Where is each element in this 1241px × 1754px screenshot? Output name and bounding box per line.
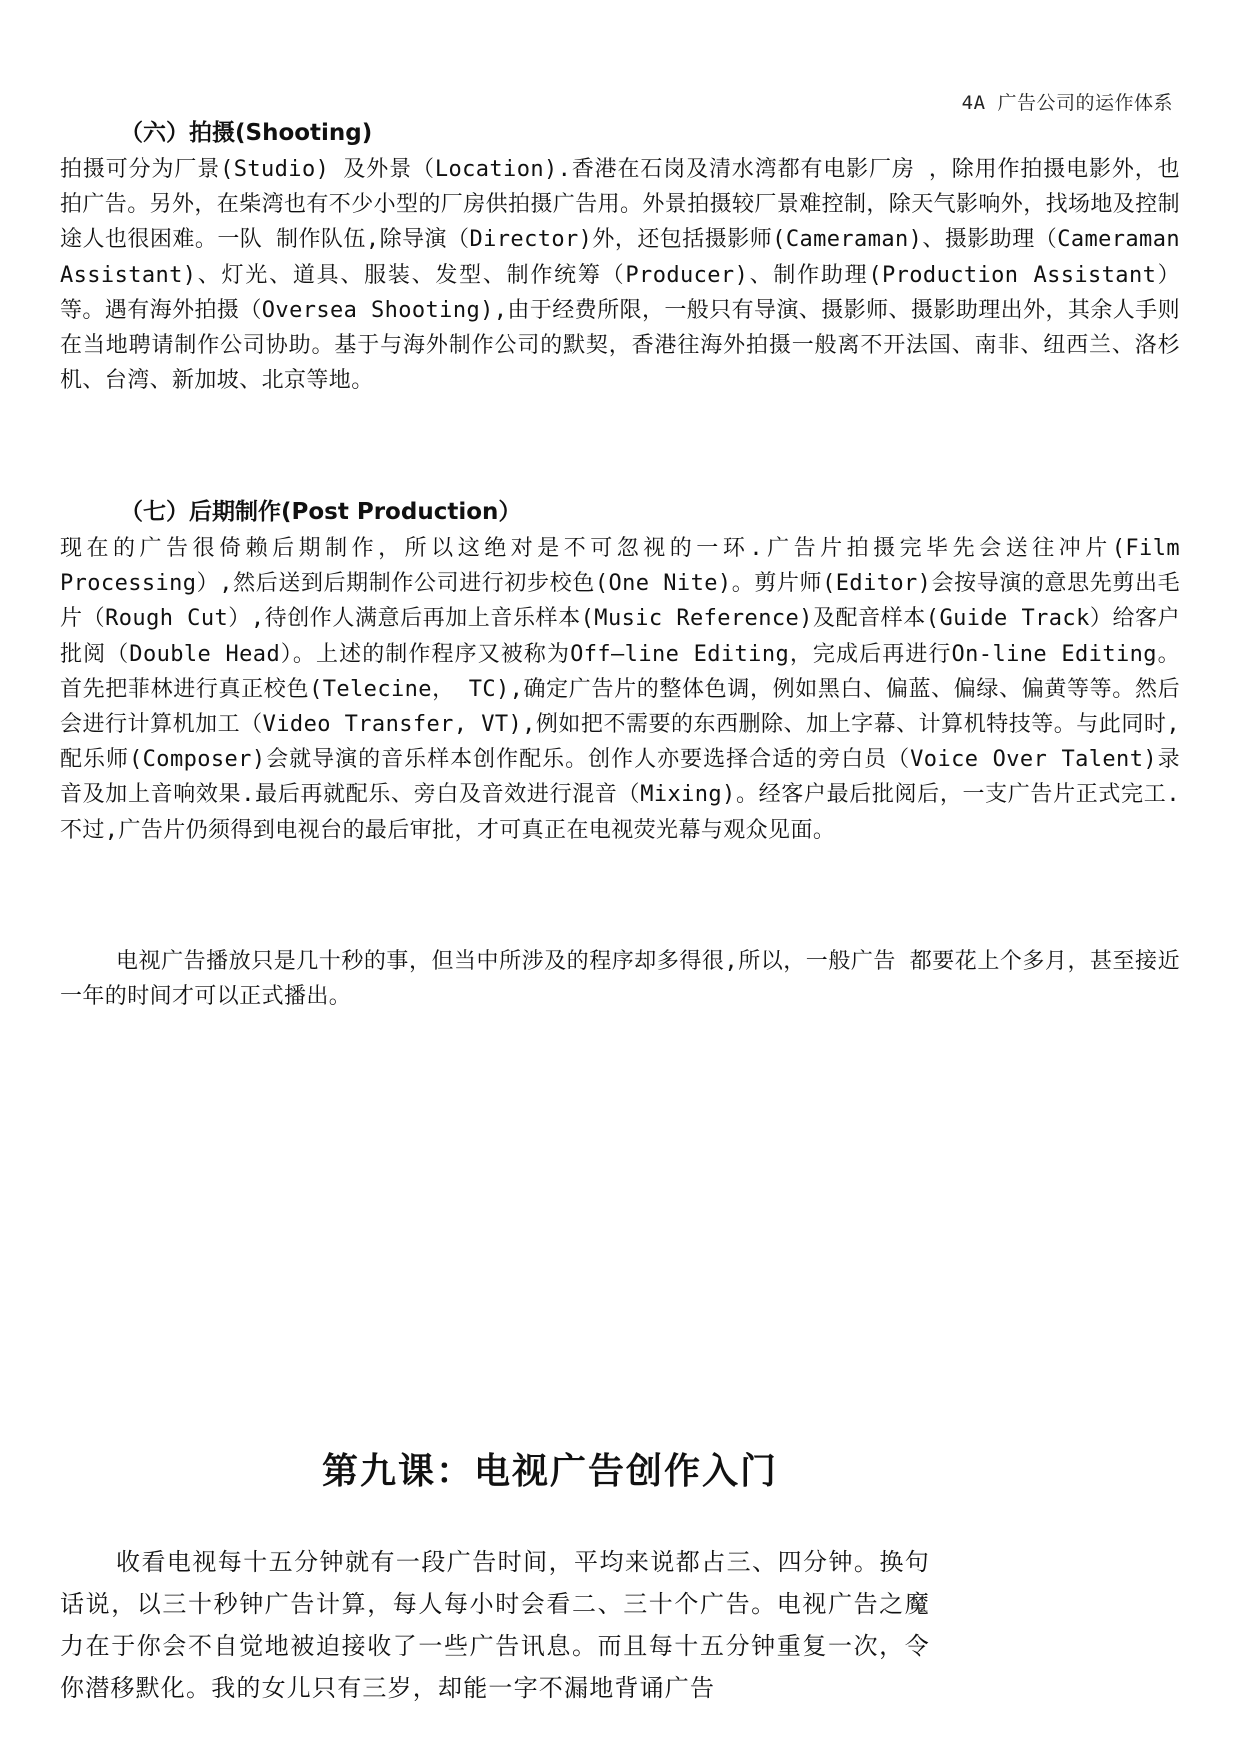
section-shooting [60, 116, 1180, 398]
lesson-title: 第九课：电视广告创作入门 [321, 1450, 778, 1492]
section-post-production [60, 495, 1180, 848]
lesson-intro-body: 收看电视每十五分钟就有一段广告时间，平均来说都占三、四分钟。换句话说，以三十秒钟广告计算，每人每小时会看二、三十个广告。电视广告之魔力在于你会不自觉地被迫接收了一些广告讯息。而且每十五分钟重复一次，令你潜移默化。我的女儿只有三岁，却能一字不漏地背诵广告 [60, 1548, 930, 1702]
section-heading-shooting: （六）拍摄(Shooting) [120, 120, 373, 146]
section-heading-post-production: （七）后期制作(Post Production） [120, 499, 522, 525]
running-header: 4A 广告公司的运作体系 [961, 92, 1173, 114]
closing-paragraph [60, 944, 1180, 1014]
section-body-shooting: 拍摄可分为厂景(Studio) 及外景（Location).香港在石岗及清水湾都有电影厂房 ，除用作拍摄电影外，也拍广告。另外，在柴湾也有不少小型的厂房供拍摄广告用。外景拍摄较厂景难控制，除天气影响外，找场地及控制途人也很困难。一队 制作队伍,除导演（Director)外，还包括摄影师(Cameraman)、摄影助理（Cameraman Assistant)、灯光、道具、服装、发型、制作统筹（Producer)、制作助理(Production Assistant）等。遇有海外拍摄（Oversea Shooting),由于经费所限，一般只有导演、摄影师、摄影助理出外，其余人手则在当地聘请制作公司协助。基于与海外制作公司的默契，香港往海外拍摄一般离不开法国、南非、纽西兰、洛杉机、台湾、新加坡、北京等地。 [60, 157, 1181, 394]
lesson-intro [60, 1541, 930, 1709]
section-body-post-production: 现在的广告很倚赖后期制作，所以这绝对是不可忽视的一环.广告片拍摄完毕先会送往冲片(Film Processing）,然后送到后期制作公司进行初步校色(One Nite)。剪片师(Editor)会按导演的意思先剪出毛片（Rough Cut）,待创作人满意后再加上音乐样本(Music Reference)及配音样本(Guide Track）给客户批阅（Double Head）。上述的制作程序又被称为Off—line Editing，完成后再进行On-line Editing。首先把菲林进行真正校色(Telecine， TC),确定广告片的整体色调，例如黑白、偏蓝、偏绿、偏黄等等。然后会进行计算机加工（Video Transfer, VT),例如把不需要的东西删除、加上字幕、计算机特技等。与此同时,配乐师(Composer)会就导演的音乐样本创作配乐。创作人亦要选择合适的旁白员（Voice Over Talent)录音及加上音响效果.最后再就配乐、旁白及音效进行混音（Mixing)。经客户最后批阅后，一支广告片正式完工.不过,广告片仍须得到电视台的最后审批，才可真正在电视荧光幕与观众见面。 [60, 536, 1180, 843]
closing-body: 电视广告播放只是几十秒的事，但当中所涉及的程序却多得很,所以，一般广告 都要花上个多月，甚至接近一年的时间才可以正式播出。 [60, 949, 1180, 1010]
